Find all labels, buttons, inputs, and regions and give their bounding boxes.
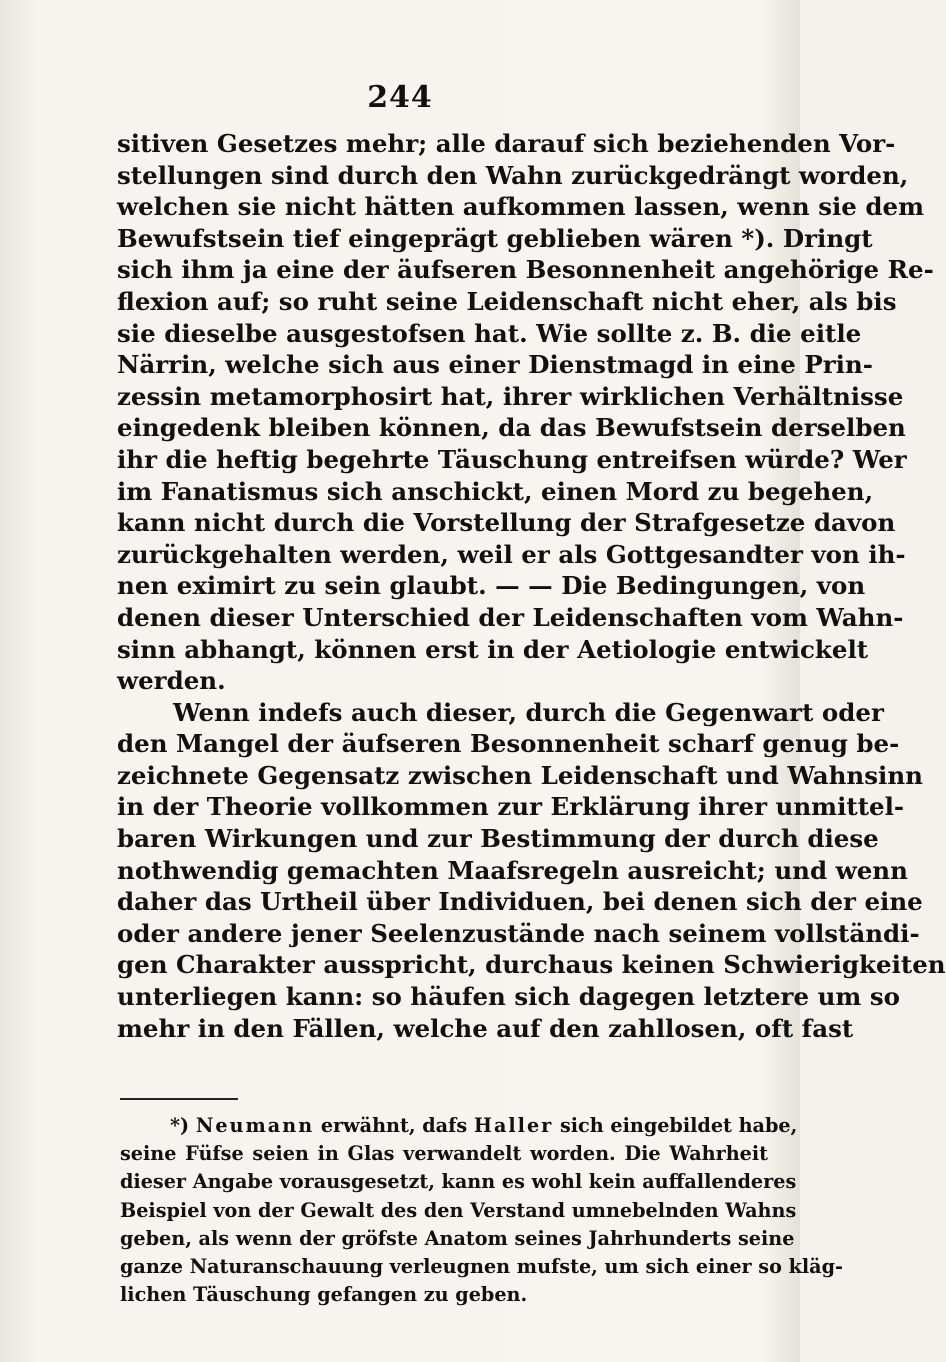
text-line: daher das Urtheil über Individuen, bei denen sich der eine [117,887,923,917]
text-line: mehr in den Fällen, welche auf den zahllosen, oft fast [117,1013,854,1043]
text-line: in der Theorie vollkommen zur Erklärung ihrer unmittel- [117,792,905,822]
text-line: sitiven Gesetzes mehr; alle darauf sich beziehenden Vor- [117,129,896,158]
text-line: im Fanatismus sich anschickt, einen Mord zu begehen, [117,476,874,506]
text-line: nen eximirt zu sein glaubt. — — Die Bedingungen, von [117,571,866,601]
footnote-marker: *) [170,1114,190,1137]
text-line: sich ihm ja eine der äufseren Besonnenheit angehörige Re- [117,255,934,285]
text-line: denen dieser Unterschied der Leidenschaften vom Wahn- [117,602,904,632]
text-line: gen Charakter ausspricht, durchaus keinen Schwierigkeiten [117,950,946,980]
text-line: eingedenk bleiben können, da das Bewufstsein derselben [117,413,906,443]
text-line: sie dieselbe ausgestofsen hat. Wie sollte z. B. die eitle [117,318,862,348]
text-line: welchen sie nicht hätten aufkommen lassen, wenn sie dem [117,192,925,222]
footnote-text: sich eingebildet habe, [553,1114,798,1137]
paragraph-end-line: werden. [117,666,226,696]
text-line: unterliegen kann: so häufen sich dagegen letztere um so [117,982,900,1012]
footnote [120,1112,843,1309]
footnote-last-line: lichen Täuschung gefangen zu geben. [120,1283,528,1307]
footnote-divider [120,1098,238,1100]
paragraph-start-line: Wenn indefs auch dieser, durch die Gegenwart oder [173,697,884,727]
text-line: Bewufstsein tief eingeprägt geblieben wären *). Dringt [117,223,873,253]
footnote-line: dieser Angabe vorausgesetzt, kann es wohl kein auffallenderes [120,1170,797,1194]
main-text [117,128,946,1044]
text-line: zurückgehalten werden, weil er als Gottgesandter von ih- [117,539,906,569]
footnote-name-neumann: Neumann [195,1114,315,1137]
footnote-line: seine Füfse seien in Glas verwandelt worden. Die Wahrheit [120,1142,768,1166]
page-number: 244 [367,80,433,115]
text-line: zessin metamorphosirt hat, ihrer wirklichen Verhältnisse [117,381,904,411]
text-line: ihr die heftig begehrte Täuschung entreifsen würde? Wer [117,444,907,474]
text-line: sinn abhangt, können erst in der Aetiologie entwickelt [117,634,869,664]
text-line: stellungen sind durch den Wahn zurückgedrängt worden, [117,160,909,190]
text-line: zeichnete Gegensatz zwischen Leidenschaft und Wahnsinn [117,760,923,790]
text-line: flexion auf; so ruht seine Leidenschaft nicht eher, als bis [117,286,897,316]
text-line: baren Wirkungen und zur Bestimmung der durch diese [117,824,879,854]
footnote-text: erwähnt, dafs [314,1114,474,1137]
footnote-first-line [120,1112,798,1140]
text-line: oder andere jener Seelenzustände nach seinem vollständi- [117,918,920,948]
text-line: Närrin, welche sich aus einer Dienstmagd in eine Prin- [117,350,873,380]
footnote-line: geben, als wenn der gröfste Anatom seines Jahrhunderts seine [120,1226,795,1250]
footnote-line: ganze Naturanschauung verleugnen mufste, um sich einer so kläg- [120,1254,843,1278]
text-line: kann nicht durch die Vorstellung der Strafgesetze davon [117,508,896,538]
footnote-line: Beispiel von der Gewalt des den Verstand umnebelnden Wahns [120,1198,797,1222]
text-line: den Mangel der äufseren Besonnenheit scharf genug be- [117,729,900,759]
footnote-name-haller: Haller [473,1114,554,1137]
text-line: nothwendig gemachten Maafsregeln ausreicht; und wenn [117,855,908,885]
